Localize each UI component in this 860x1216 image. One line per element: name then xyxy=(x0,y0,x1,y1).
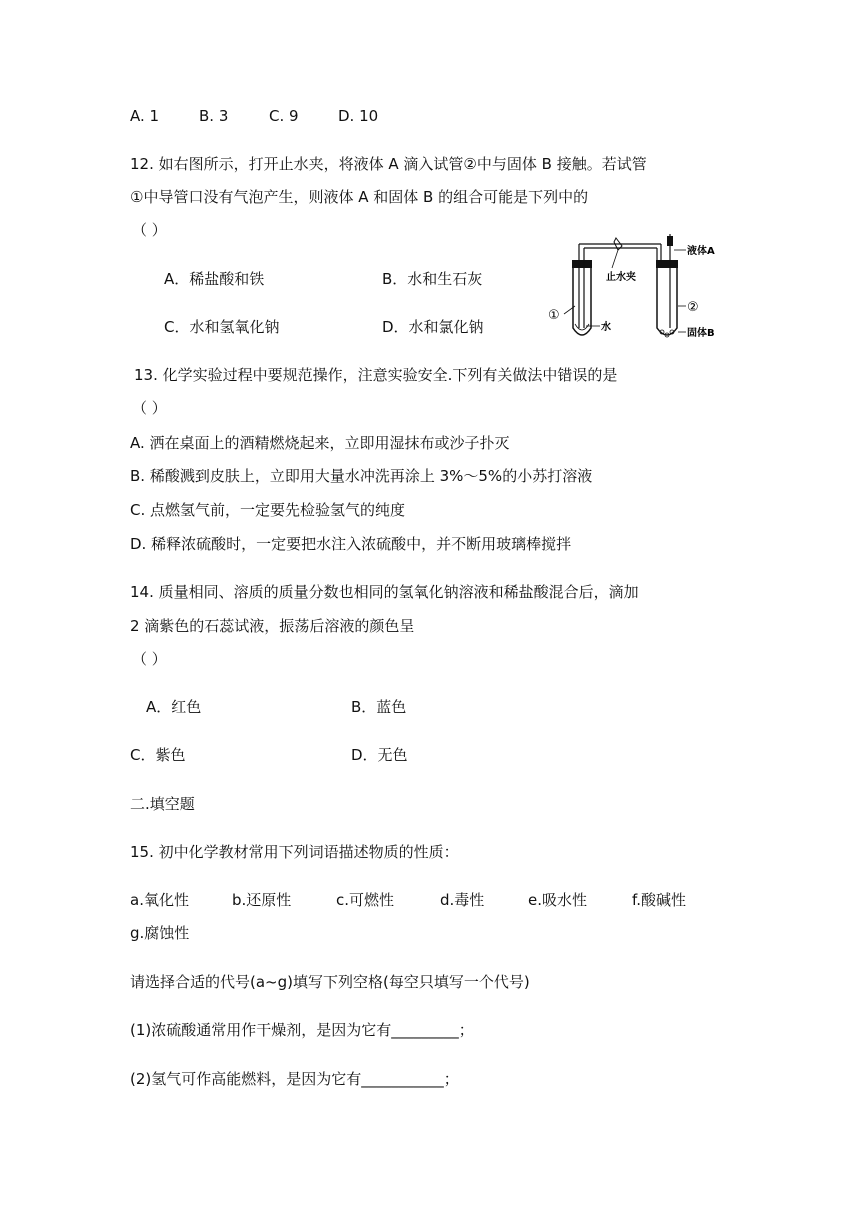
q12-option-d: D．水和氯化钠 xyxy=(382,318,484,336)
q15-property-a: a.氧化性 xyxy=(130,891,189,909)
label-solid-b: 固体B xyxy=(687,328,715,339)
label-tube-2: ② xyxy=(687,300,699,315)
q15-stem: 15. 初中化学教材常用下列词语描述物质的性质： xyxy=(130,843,459,861)
label-liquid-a: 液体A xyxy=(687,246,715,257)
q13-option-c: C. 点燃氢气前，一定要先检验氢气的纯度 xyxy=(130,501,406,519)
q12-option-c: C．水和氢氧化钠 xyxy=(164,318,280,336)
q14-option-b: B．蓝色 xyxy=(351,698,407,716)
q15-sub-1: (1)浓硫酸通常用作干燥剂，是因为它有_________； xyxy=(130,1021,474,1039)
test-tube-1 xyxy=(572,244,592,335)
q15-property-d: d.毒性 xyxy=(440,891,485,909)
q11-option-c: C. 9 xyxy=(269,107,299,125)
q14-stem-line2: 2 滴紫色的石蕊试液，振荡后溶液的颜色呈 xyxy=(130,617,415,635)
q12-answer-paren: （ ） xyxy=(132,221,167,239)
q15-property-b: b.还原性 xyxy=(232,891,292,909)
q15-property-c: c.可燃性 xyxy=(336,891,395,909)
label-tube-1: ① xyxy=(548,308,560,323)
label-water: 水 xyxy=(601,322,611,333)
q14-answer-paren: （ ） xyxy=(132,650,167,668)
q13-answer-paren: （ ） xyxy=(132,399,167,417)
label-clamp: 止水夹 xyxy=(606,272,636,283)
q15-sub-2: (2)氢气可作高能燃料，是因为它有___________； xyxy=(130,1070,459,1088)
apparatus-figure xyxy=(542,228,738,346)
q13-option-b: B. 稀酸溅到皮肤上，立即用大量水冲洗再涂上 3%～5%的小苏打溶液 xyxy=(130,467,593,485)
water-clamp xyxy=(612,238,622,268)
connecting-tube xyxy=(579,244,661,262)
q14-stem-line1: 14. 质量相同、溶质的质量分数也相同的氢氧化钠溶液和稀盐酸混合后，滴加 xyxy=(130,583,639,601)
q12-stem-line2: ①中导管口没有气泡产生，则液体 A 和固体 B 的组合可能是下列中的 xyxy=(130,188,589,206)
q14-option-a: A．红色 xyxy=(146,698,202,716)
section-title: 二.填空题 xyxy=(130,795,195,813)
q12-option-a: A．稀盐酸和铁 xyxy=(164,270,265,288)
q13-option-d: D. 稀释浓硫酸时，一定要把水注入浓硫酸中，并不断用玻璃棒搅拌 xyxy=(130,535,572,553)
q15-property-f: f.酸碱性 xyxy=(632,891,686,909)
q15-instruction: 请选择合适的代号(a~g)填写下列空格(每空只填写一个代号) xyxy=(130,973,530,991)
test-tube-2 xyxy=(656,234,678,337)
q12-option-b: B．水和生石灰 xyxy=(382,270,483,288)
q14-option-d: D．无色 xyxy=(351,746,408,764)
q11-option-d: D. 10 xyxy=(338,107,379,125)
q15-property-g: g.腐蚀性 xyxy=(130,924,190,942)
q11-option-a: A. 1 xyxy=(130,107,160,125)
q14-option-c: C．紫色 xyxy=(130,746,186,764)
q12-stem-line1: 12. 如右图所示，打开止水夹，将液体 A 滴入试管②中与固体 B 接触。若试管 xyxy=(130,155,647,173)
q13-option-a: A. 洒在桌面上的酒精燃烧起来，立即用湿抹布或沙子扑灭 xyxy=(130,434,510,452)
q13-stem-line1: 13. 化学实验过程中要规范操作，注意实验安全.下列有关做法中错误的是 xyxy=(134,366,618,384)
q15-property-e: e.吸水性 xyxy=(528,891,587,909)
q11-option-b: B. 3 xyxy=(199,107,229,125)
